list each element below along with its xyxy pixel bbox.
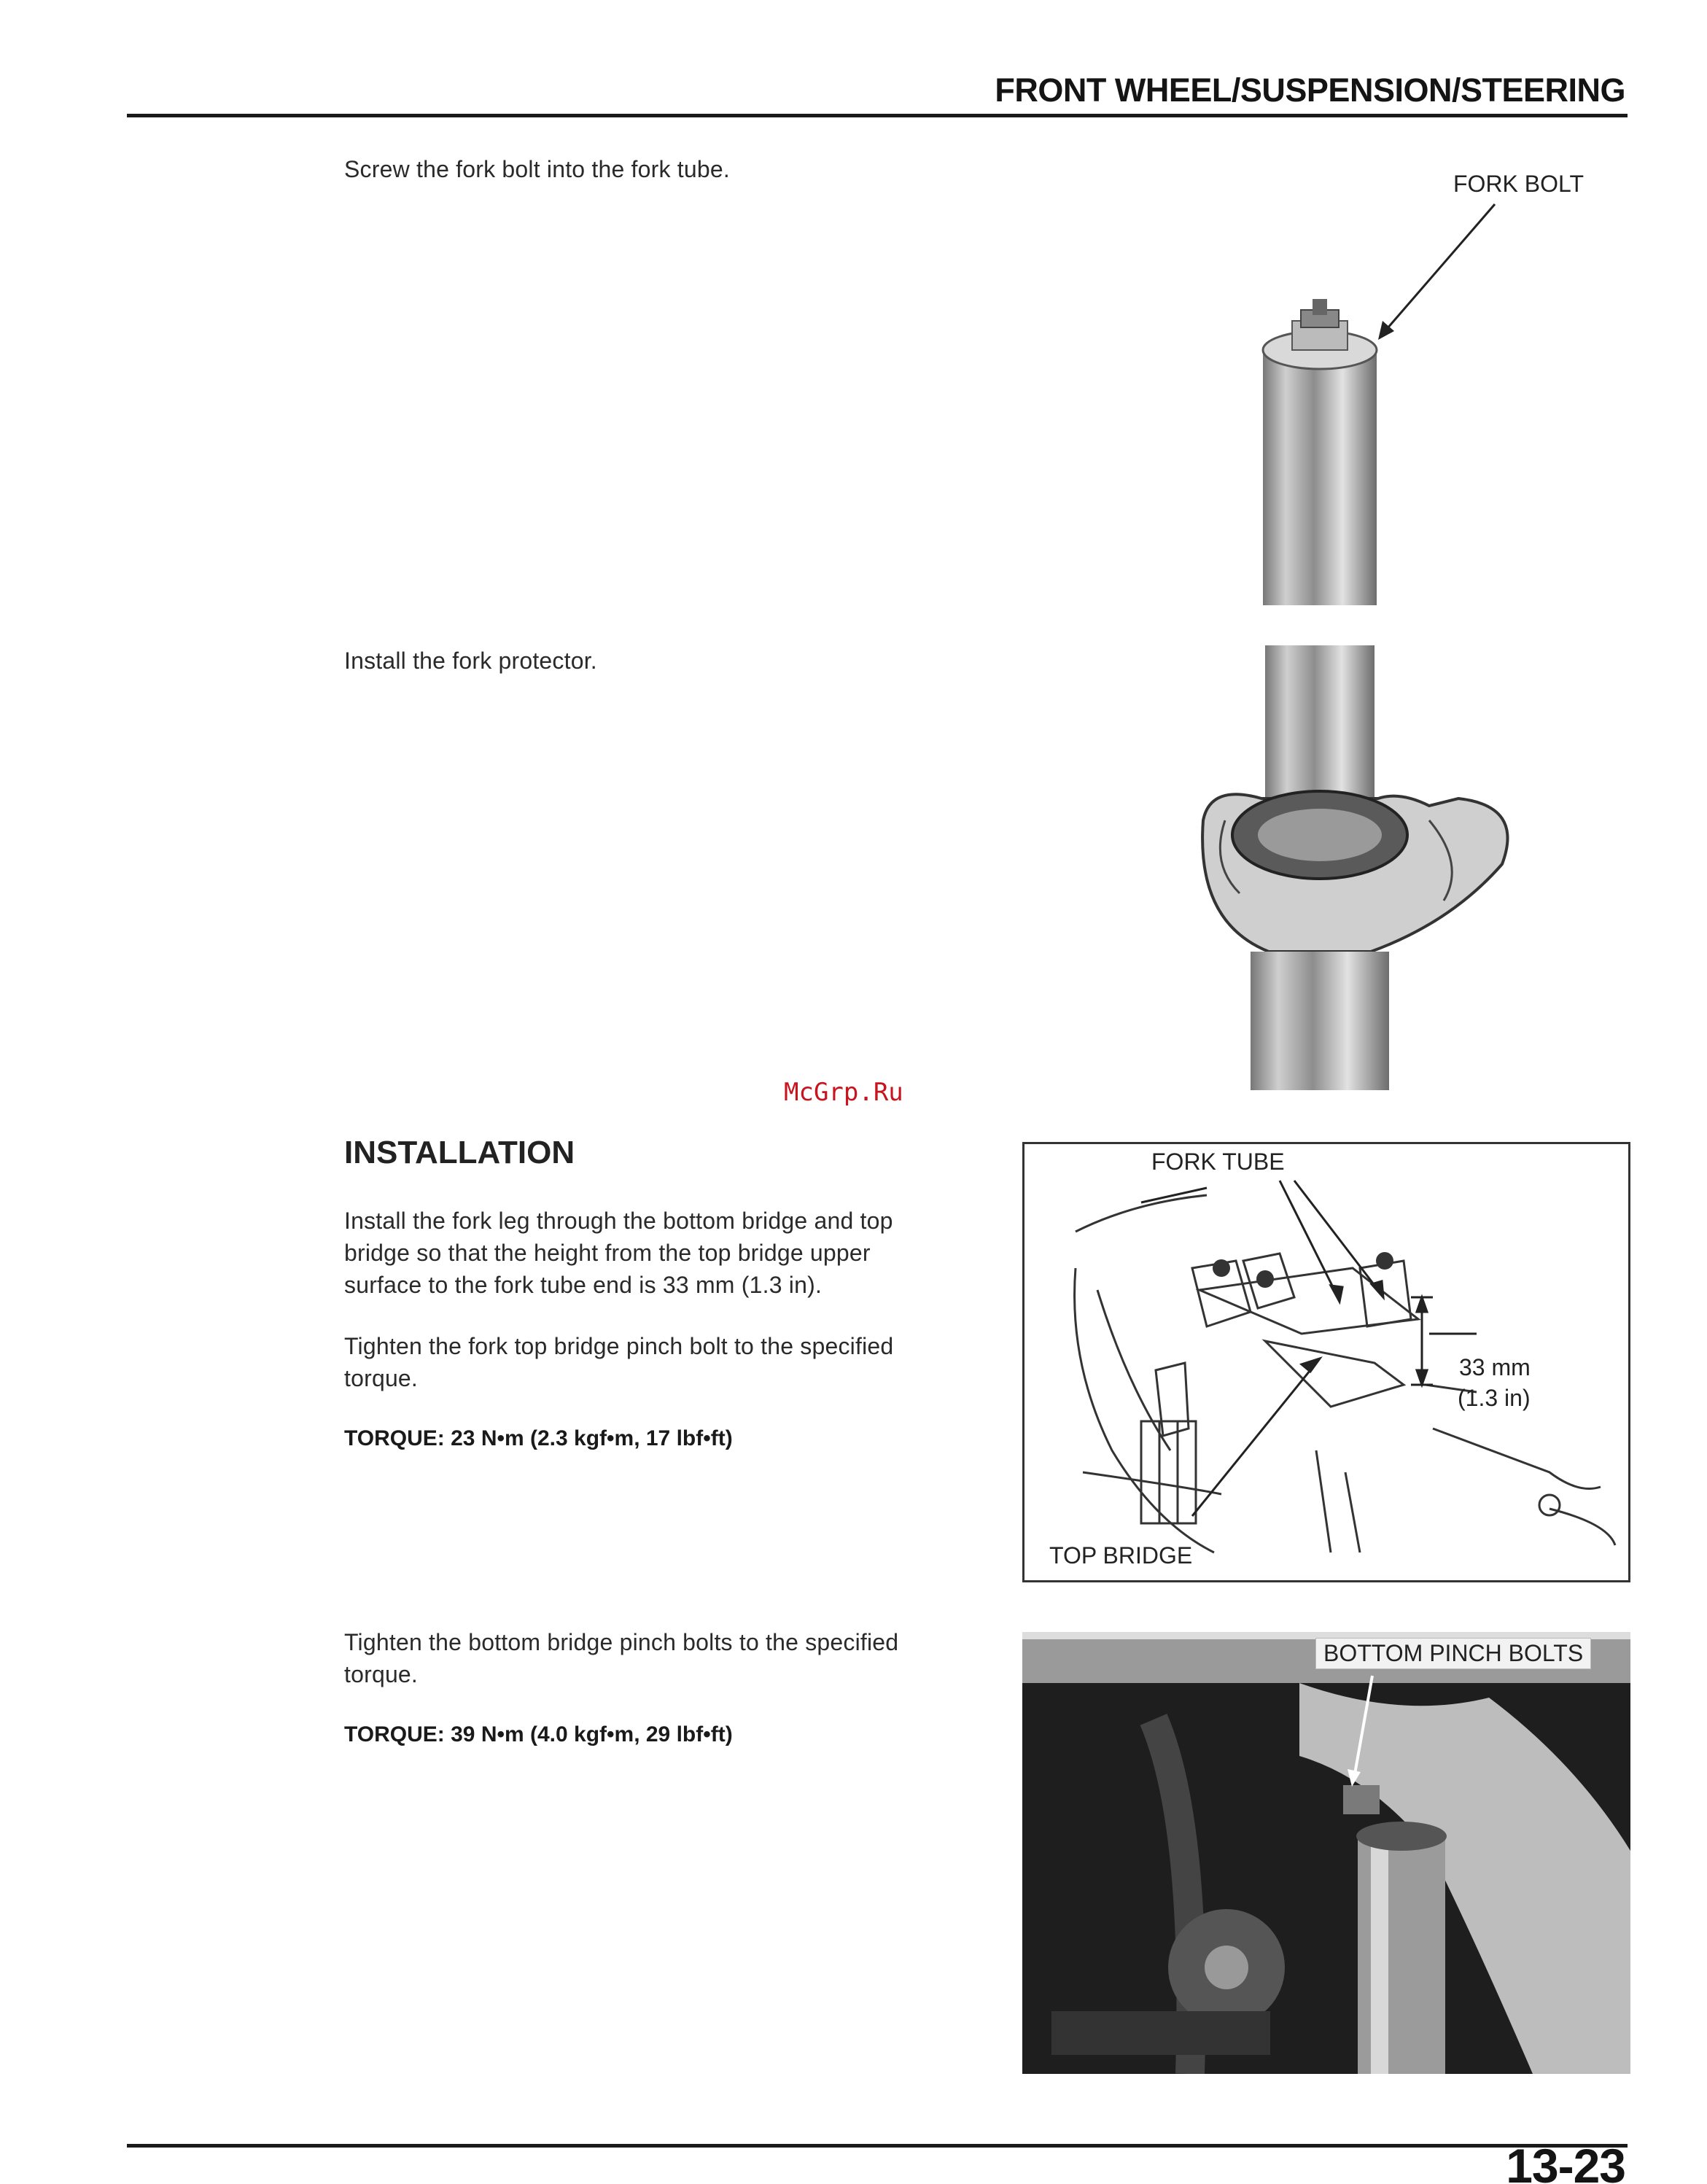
dimension-in-label: (1.3 in) [1458,1385,1531,1411]
fork-bolt-label: FORK BOLT [1453,171,1584,197]
bottom-pinch-bolts-photo [1022,1632,1630,2074]
fork-tube-label: FORK TUBE [1151,1149,1285,1175]
text-line: torque. [344,1661,419,1687]
bottom-bridge-torque-spec: TORQUE: 39 N•m (4.0 kgf•m, 29 lbf•ft) [344,1722,733,1746]
footer-rule [127,2144,1628,2148]
bottom-bridge-paragraph [344,1626,1000,1690]
text-line: bridge so that the height from the top bridge upper [344,1240,871,1266]
step-fork-protector-text: Install the fork protector. [344,648,597,674]
fork-bolt-photo [1210,153,1648,605]
top-bridge-torque-spec: TORQUE: 23 N•m (2.3 kgf•m, 17 lbf•ft) [344,1426,733,1450]
page-number: 13-23 [1506,2139,1625,2184]
watermark: McGrp.Ru [784,1078,903,1107]
section-header-title: FRONT WHEEL/SUSPENSION/STEERING [995,71,1625,109]
text-line: Install the fork leg through the bottom bridge and top [344,1208,893,1234]
fork-installation-diagram [1022,1142,1630,1582]
fork-protector-photo [1181,645,1531,1094]
text-line: Tighten the fork top bridge pinch bolt to the specified [344,1333,894,1359]
text-line: Tighten the bottom bridge pinch bolts to the specified [344,1629,899,1655]
text-line: surface to the fork tube end is 33 mm (1.3 in). [344,1272,823,1298]
text-line: torque. [344,1365,419,1391]
header-rule [127,114,1628,117]
bottom-pinch-bolts-label: BOTTOM PINCH BOLTS [1315,1638,1591,1669]
installation-paragraph-2 [344,1330,1000,1394]
dimension-mm-label: 33 mm [1459,1354,1531,1380]
top-bridge-label: TOP BRIDGE [1049,1542,1193,1569]
step-fork-bolt-text: Screw the fork bolt into the fork tube. [344,156,730,182]
installation-paragraph-1 [344,1205,1000,1301]
installation-heading: INSTALLATION [344,1135,575,1170]
